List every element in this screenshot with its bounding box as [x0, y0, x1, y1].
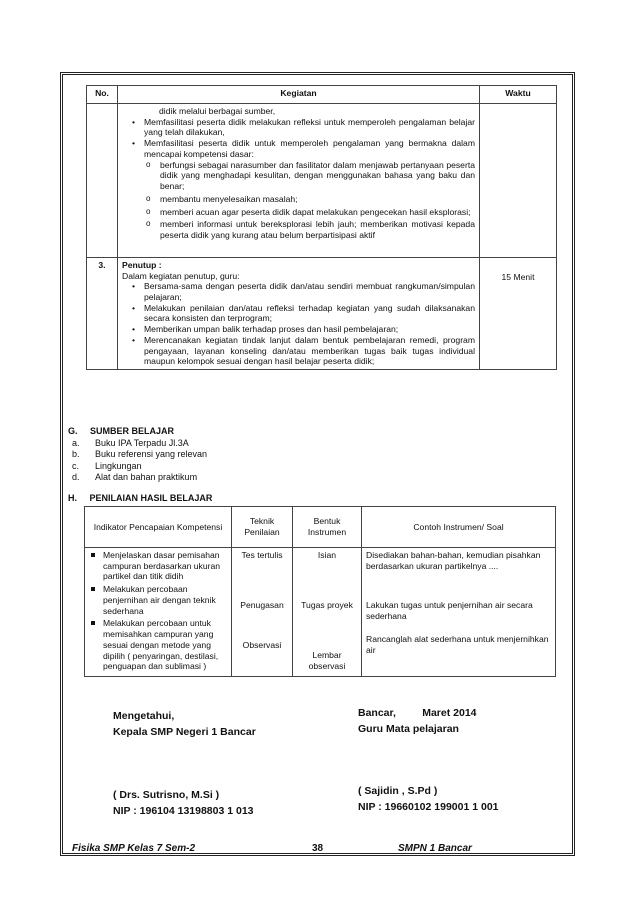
header-kegiatan: Kegiatan	[118, 86, 480, 104]
list-item: o berfungsi sebagai narasumber dan fasilitator dalam menjawab pertanyaan peserta didik yang menghadapi kesulitan, dengan menggunakan bahasa yang baku dan benar;	[160, 160, 475, 192]
list-item: • Memfasilitasi peserta didik untuk memperoleh pengalaman yang bermakna dalam mencapai kompetensi dasar:	[144, 138, 475, 159]
row-no: 3.	[87, 257, 118, 369]
left-nip: NIP : 196104 13198803 1 013	[113, 805, 254, 817]
list-item: • Melakukan penilaian dan/atau refleksi terhadap kegiatan yang sudah dilaksanakan secara konsisten dan terprogram;	[144, 303, 475, 324]
item-letter: a.	[72, 437, 80, 448]
continuation-line: didik melalui berbagai sumber,	[159, 106, 276, 116]
activity-table	[86, 85, 557, 370]
list-item: o memberi acuan agar peserta didik dapat melakukan pengecekan hasil eksplorasi;	[160, 207, 475, 218]
header-contoh: Contoh Instrumen/ Soal	[362, 507, 556, 548]
right-nip: NIP : 19660102 199001 1 001	[358, 801, 499, 813]
table-row	[85, 548, 556, 677]
footer-right: SMPN 1 Bancar	[398, 843, 472, 854]
assessment-table	[84, 506, 556, 677]
item-text: Buku referensi yang relevan	[95, 449, 208, 459]
left-name: ( Drs. Sutrisno, M.Si )	[113, 789, 220, 801]
section-label: H.	[68, 493, 77, 503]
header-waktu: Waktu	[480, 86, 557, 104]
header-no: No.	[87, 86, 118, 104]
list-item: Melakukan percobaan penjernihan air dengan teknik sederhana	[103, 584, 227, 616]
list-item: Menjelaskan dasar pemisahan campuran berdasarkan ukuran partikel dan titik didih	[103, 550, 227, 582]
list-item: • Memberikan umpan balik terhadap proses dan hasil pembelajaran;	[144, 324, 475, 335]
list-item: o membantu menyelesaikan masalah;	[160, 194, 475, 205]
item-letter: c.	[72, 460, 80, 471]
list-item: • Merencanakan kegiatan tindak lanjut dalam bentuk pembelajaran remedi, program pengayaan, layanan konseling dan/atau memberikan tugas baik tugas individual maupun kelompok sesuai dengan hasil belajar peserta didik;	[144, 335, 475, 367]
section-g-heading	[68, 426, 207, 438]
sub-list	[122, 160, 475, 241]
right-position: Guru Mata pelajaran	[358, 723, 459, 735]
signature-right	[358, 705, 499, 815]
table-row	[87, 104, 557, 258]
bentuk-item: Tugas proyek	[301, 600, 353, 610]
item-text: Lingkungan	[95, 460, 142, 471]
section-label: G.	[68, 426, 78, 436]
list-item: Melakukan percobaan untuk memisahkan campuran yang sesuai dengan metode yang dipilih ( penyaringan, destilasi, penguapan dan sublimasi )	[103, 618, 227, 672]
bentuk-cell	[293, 548, 362, 677]
indicator-cell	[85, 548, 232, 677]
signature-left	[113, 708, 256, 819]
section-h-heading	[68, 493, 212, 505]
bullet-list	[122, 117, 475, 160]
page-number: 38	[312, 843, 324, 854]
section-title: SUMBER BELAJAR	[90, 426, 175, 436]
table-row	[87, 257, 557, 369]
bentuk-item: Lembar observasi	[308, 650, 346, 671]
date: Maret 2014	[422, 707, 477, 719]
contoh-item: Rancanglah alat sederhana untuk menjernihkan air	[366, 634, 549, 655]
section-g	[68, 426, 207, 484]
teknik-item: Tes tertulis	[241, 550, 283, 560]
header-indikator: Indikator Pencapaian Kompetensi	[85, 507, 232, 548]
footer-left: Fisika SMP Kelas 7 Sem-2	[72, 843, 196, 854]
list-item: • Bersama-sama dengan peserta didik dan/atau sendiri membuat rangkuman/simpulan pelajaran;	[144, 281, 475, 302]
row-time: 15 Menit	[480, 257, 557, 369]
item-text: Alat dan bahan praktikum	[95, 472, 198, 482]
list-item	[68, 449, 207, 461]
row-no-empty	[87, 104, 118, 258]
teknik-cell	[232, 548, 293, 677]
header-teknik: Teknik Penilaian	[232, 507, 293, 548]
contoh-cell	[362, 548, 556, 677]
list-item: • Memfasilitasi peserta didik melakukan refleksi untuk memperoleh pengalaman belajar yang telah dilakukan,	[144, 117, 475, 138]
activity-cell	[118, 104, 480, 258]
item-text: Buku IPA Terpadu Jl.3A	[95, 437, 189, 448]
teknik-item: Observasi	[242, 640, 282, 650]
contoh-item: Disediakan bahan-bahan, kemudian pisahkan berdasarkan ukuran partikelnya ....	[366, 550, 541, 571]
row-time-empty	[480, 104, 557, 258]
section-title: PENILAIAN HASIL BELAJAR	[89, 493, 213, 503]
header-bentuk: Bentuk Instrumen	[293, 507, 362, 548]
bentuk-item: Isian	[317, 550, 337, 560]
contoh-item: Lakukan tugas untuk penjernihan air secara sederhana	[366, 600, 533, 621]
item-letter: b.	[72, 449, 80, 459]
list-item	[68, 472, 207, 484]
indicator-list	[89, 550, 227, 672]
right-name: ( Sajidin , S.Pd )	[358, 785, 438, 797]
row-intro: Dalam kegiatan penutup, guru:	[122, 270, 240, 281]
list-item: o memberi informasi untuk bereksplorasi lebih jauh; memberikan motivasi kepada peserta didik yang kurang atau belum berpartisipasi aktif	[160, 219, 475, 240]
item-letter: d.	[72, 472, 80, 482]
left-title: Mengetahui,	[113, 710, 175, 722]
left-position: Kepala SMP Negeri 1 Bancar	[113, 726, 256, 738]
teknik-item: Penugasan	[240, 600, 284, 610]
bullet-list	[122, 281, 475, 367]
activity-cell	[118, 257, 480, 369]
list-item	[68, 438, 207, 450]
row-title: Penutup :	[122, 259, 162, 270]
place: Bancar,	[358, 707, 396, 719]
list-item	[68, 461, 207, 473]
right-place-date	[358, 705, 499, 721]
resource-list	[68, 438, 207, 484]
